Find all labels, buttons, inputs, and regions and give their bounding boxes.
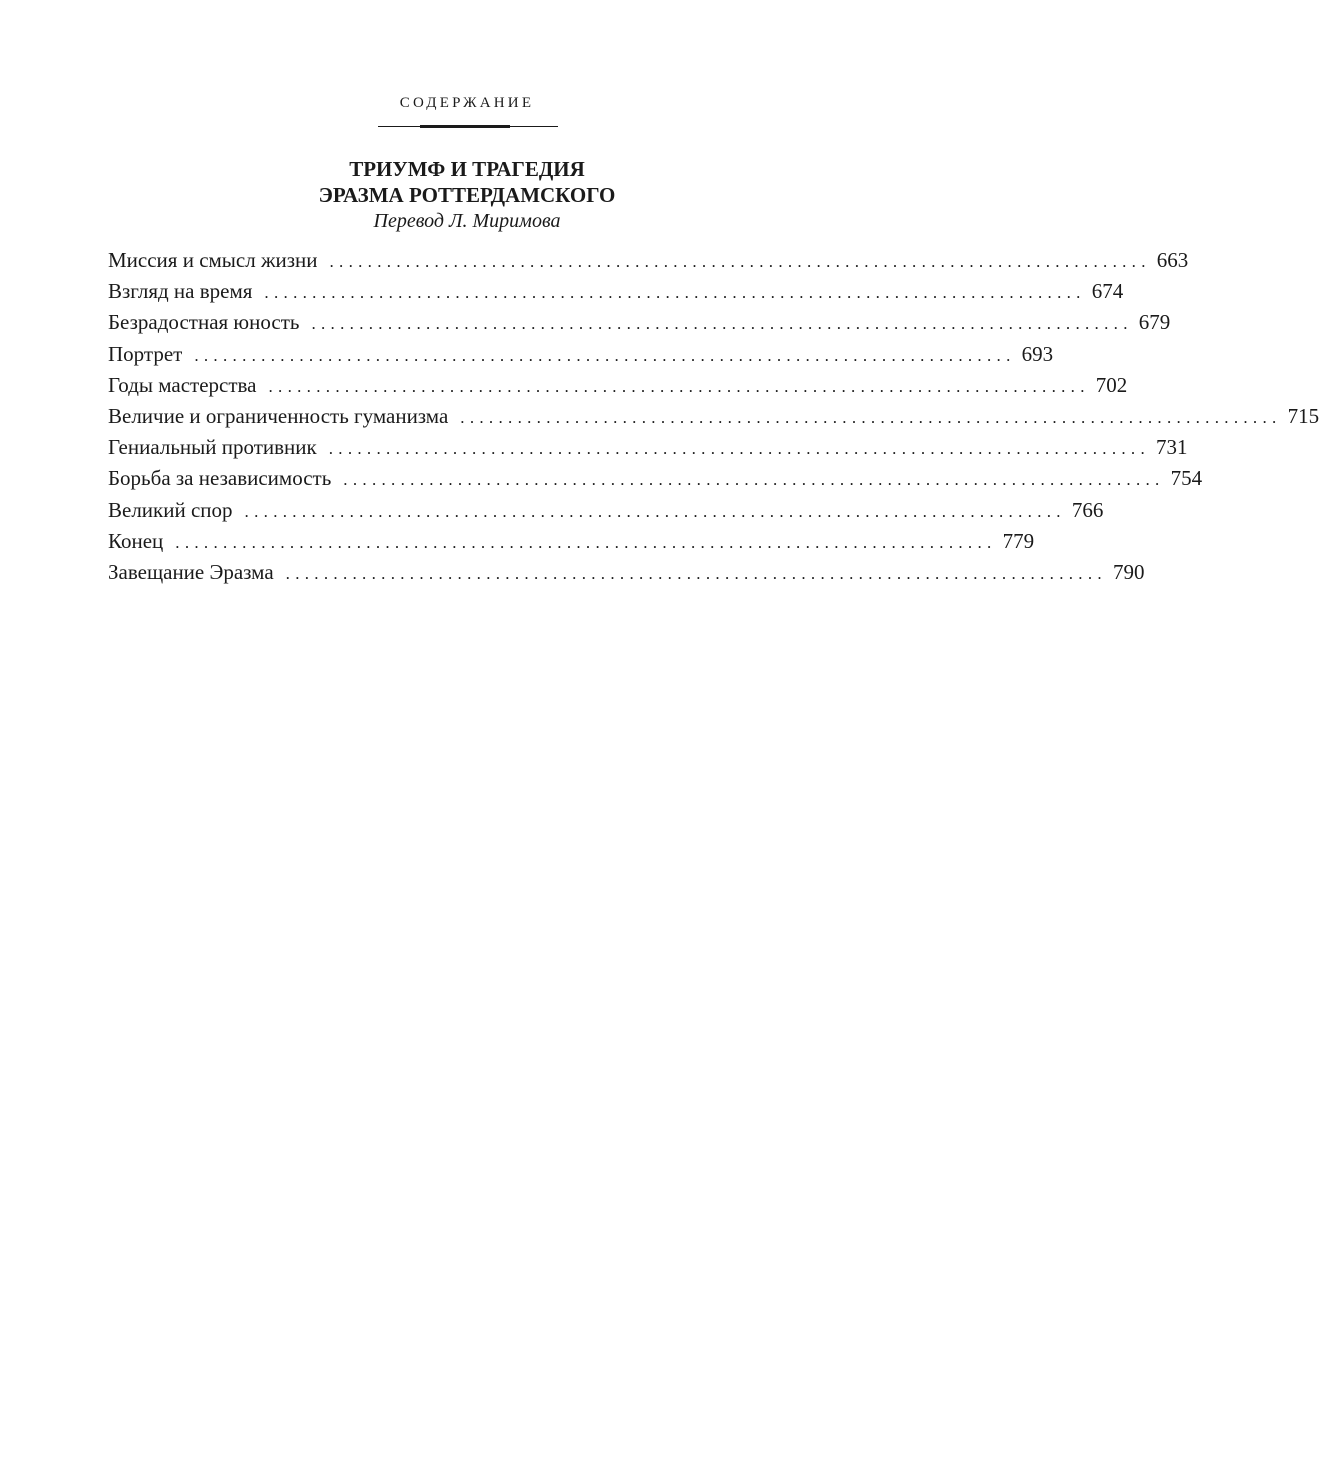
toc-entry-page: 754 xyxy=(1170,466,1203,491)
section-title-line2: ЭРАЗМА РОТТЕРДАМСКОГО xyxy=(318,183,616,207)
toc-entry[interactable] xyxy=(108,526,1035,557)
toc-entry-title: Годы мастерства xyxy=(108,372,257,397)
toc-leader-dots: ...................................................................................... xyxy=(328,439,1151,459)
toc-entry-page: 790 xyxy=(1112,559,1145,584)
running-head: СОДЕРЖАНИЕ xyxy=(399,95,535,111)
toc-entry-page: 679 xyxy=(1138,310,1171,335)
toc-entry-page: 702 xyxy=(1095,372,1128,397)
toc-entry-title: Великий спор xyxy=(108,497,233,522)
ornamental-rule-center xyxy=(420,125,510,128)
toc-entry-title: Завещание Эразма xyxy=(108,559,274,584)
table-of-contents xyxy=(108,245,1319,588)
toc-entry-page: 674 xyxy=(1091,279,1124,304)
toc-entry-page: 779 xyxy=(1002,528,1035,553)
toc-leader-dots: ...................................................................................... xyxy=(244,501,1066,521)
toc-entry-page: 715 xyxy=(1287,403,1319,428)
toc-entry[interactable] xyxy=(108,339,1054,370)
toc-entry[interactable] xyxy=(108,401,1319,432)
toc-entry-title: Безрадостная юность xyxy=(108,310,300,335)
toc-entry-title: Гениальный противник xyxy=(108,435,317,460)
toc-entry[interactable] xyxy=(108,370,1128,401)
toc-entry-title: Величие и ограниченность гуманизма xyxy=(108,403,449,428)
toc-entry-page: 766 xyxy=(1071,497,1104,522)
toc-entry-title: Миссия и смысл жизни xyxy=(108,248,318,272)
toc-entry[interactable] xyxy=(108,432,1188,463)
toc-leader-dots: ...................................................................................... xyxy=(460,407,1282,427)
toc-entry[interactable] xyxy=(108,463,1203,494)
toc-entry[interactable] xyxy=(108,276,1124,307)
toc-entry-title: Портрет xyxy=(108,341,183,366)
toc-leader-dots: ...................................................................................... xyxy=(329,252,1151,271)
toc-entry-page: 731 xyxy=(1156,435,1188,460)
toc-leader-dots: ...................................................................................... xyxy=(264,283,1086,303)
toc-entry-page: 693 xyxy=(1021,341,1054,366)
section-title-line1: ТРИУМФ И ТРАГЕДИЯ xyxy=(349,157,585,181)
toc-entry[interactable] xyxy=(108,557,1145,588)
toc-entry-title: Взгляд на время xyxy=(108,279,253,304)
toc-entry[interactable] xyxy=(108,307,1171,338)
toc-leader-dots: ...................................................................................... xyxy=(175,532,997,552)
toc-entry-title: Борьба за независимость xyxy=(108,466,332,491)
toc-entry[interactable] xyxy=(108,245,1189,276)
toc-leader-dots: ...................................................................................... xyxy=(311,314,1133,334)
toc-leader-dots: ...................................................................................... xyxy=(268,376,1090,396)
translator-credit: Перевод Л. Миримова xyxy=(373,210,561,232)
toc-leader-dots: ...................................................................................... xyxy=(343,470,1165,490)
toc-leader-dots: ...................................................................................... xyxy=(285,563,1107,583)
toc-entry-title: Конец xyxy=(108,528,164,553)
toc-entry-page: 663 xyxy=(1156,248,1189,272)
toc-leader-dots: ...................................................................................... xyxy=(194,345,1016,365)
toc-entry[interactable] xyxy=(108,495,1104,526)
